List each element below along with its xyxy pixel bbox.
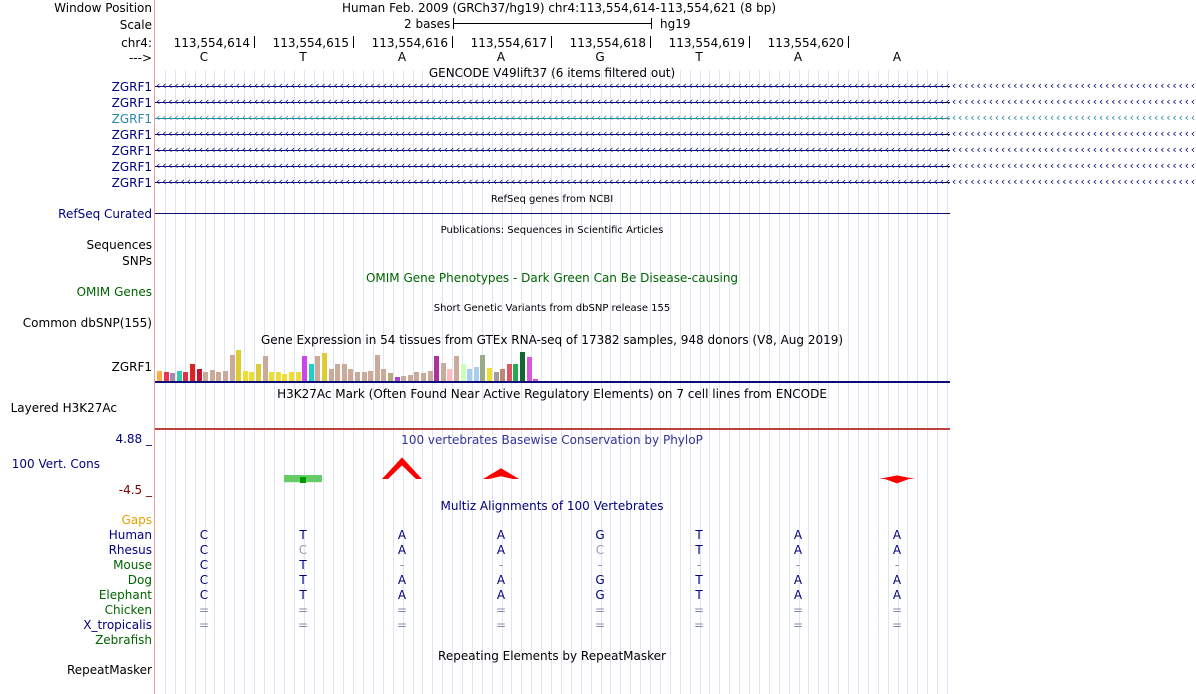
alignment-base: A (397, 573, 407, 587)
alignment-base: = (891, 618, 903, 632)
alignment-base: = (891, 603, 903, 617)
publications-track-title[interactable]: Publications: Sequences in Scientific Articles (440, 225, 664, 236)
coordinate-label: 113,554,614 (173, 36, 250, 50)
gtex-baseline (155, 381, 950, 383)
gene-row-label[interactable]: ZGRF1 (111, 112, 152, 126)
sequences-track-label[interactable]: Sequences (86, 238, 152, 252)
gene-row-label[interactable]: ZGRF1 (111, 128, 152, 142)
gene-row-label[interactable]: ZGRF1 (111, 96, 152, 110)
gtex-tissue-bar[interactable] (434, 356, 439, 382)
alignment-base: T (299, 588, 307, 602)
coordinate-label: 113,554,618 (569, 36, 646, 50)
alignment-base: A (892, 573, 902, 587)
species-label: Mouse (113, 558, 152, 572)
alignment-base: C (199, 588, 209, 602)
gtex-tissue-bar[interactable] (230, 355, 235, 382)
phylop-track-label[interactable]: 100 Vert. Cons (11, 457, 100, 471)
alignment-base: T (299, 528, 307, 542)
alignment-base: A (793, 543, 803, 557)
alignment-base: T (695, 543, 703, 557)
strand-arrows: ‹‹‹‹‹‹‹‹‹‹‹‹‹‹‹‹‹‹‹‹‹‹‹‹‹‹‹‹‹‹‹‹‹‹‹‹‹‹‹‹‹‹‹‹‹‹‹‹‹‹‹‹‹‹‹‹‹‹‹‹‹‹‹‹‹‹‹‹‹‹‹‹‹‹‹‹‹‹‹‹‹‹‹‹‹‹‹‹‹‹‹‹‹‹‹‹‹‹‹‹‹‹‹‹‹‹‹‹‹‹‹‹‹‹‹‹‹‹‹‹‹‹‹‹‹‹‹‹‹‹‹‹‹‹‹‹‹‹‹‹‹‹‹‹‹‹‹‹‹‹‹‹‹‹‹‹‹‹‹‹‹‹‹‹‹‹‹‹‹‹ (155, 175, 1196, 188)
gene-model-zgrf1[interactable] (155, 111, 1196, 124)
gtex-tissue-bar[interactable] (441, 363, 446, 382)
alignment-base: A (496, 528, 506, 542)
alignment-base: C (199, 543, 209, 557)
omim-track-title[interactable]: OMIM Gene Phenotypes - Dark Green Can Be Disease-causing (365, 271, 739, 285)
alignment-base: = (792, 603, 804, 617)
base-letter: G (595, 50, 605, 64)
alignment-base: T (695, 588, 703, 602)
alignment-base: C (595, 543, 605, 557)
alignment-base: A (496, 588, 506, 602)
gtex-tissue-bar[interactable] (335, 364, 340, 382)
alignment-base: A (793, 573, 803, 587)
repeatmasker-track-label[interactable]: RepeatMasker (66, 663, 152, 677)
gene-row-label[interactable]: ZGRF1 (111, 144, 152, 158)
gtex-tissue-bar[interactable] (507, 364, 512, 382)
coordinate-tick (650, 36, 651, 48)
alignment-base: = (792, 618, 804, 632)
coordinate-label: 113,554,617 (470, 36, 547, 50)
repeatmasker-track-title[interactable]: Repeating Elements by RepeatMasker (438, 649, 666, 663)
species-label: Zebrafish (95, 633, 152, 647)
alignment-base: G (595, 588, 605, 602)
dbsnp-track-label[interactable]: Common dbSNP(155) (22, 316, 152, 330)
alignment-base: A (793, 528, 803, 542)
gtex-tissue-bar[interactable] (190, 364, 195, 382)
strand-arrows: ‹‹‹‹‹‹‹‹‹‹‹‹‹‹‹‹‹‹‹‹‹‹‹‹‹‹‹‹‹‹‹‹‹‹‹‹‹‹‹‹‹‹‹‹‹‹‹‹‹‹‹‹‹‹‹‹‹‹‹‹‹‹‹‹‹‹‹‹‹‹‹‹‹‹‹‹‹‹‹‹‹‹‹‹‹‹‹‹‹‹‹‹‹‹‹‹‹‹‹‹‹‹‹‹‹‹‹‹‹‹‹‹‹‹‹‹‹‹‹‹‹‹‹‹‹‹‹‹‹‹‹‹‹‹‹‹‹‹‹‹‹‹‹‹‹‹‹‹‹‹‹‹‹‹‹‹‹‹‹‹‹‹‹‹‹‹‹‹‹‹ (155, 111, 1196, 124)
alignment-base: = (198, 618, 210, 632)
gene-row-label[interactable]: ZGRF1 (111, 160, 152, 174)
scale-bar (453, 23, 651, 24)
scale-bar-tick-left (453, 18, 454, 29)
strand-label: ---> (128, 51, 152, 65)
gtex-tissue-bar[interactable] (487, 368, 492, 382)
scale-bar-tick-right (651, 18, 652, 29)
gtex-track-title[interactable]: Gene Expression in 54 tissues from GTEx RNA-seq of 17382 samples, 948 donors (V8, Aug 2019) (260, 333, 844, 347)
alignment-base: G (595, 573, 605, 587)
alignment-base: A (892, 528, 902, 542)
strand-arrows: ‹‹‹‹‹‹‹‹‹‹‹‹‹‹‹‹‹‹‹‹‹‹‹‹‹‹‹‹‹‹‹‹‹‹‹‹‹‹‹‹‹‹‹‹‹‹‹‹‹‹‹‹‹‹‹‹‹‹‹‹‹‹‹‹‹‹‹‹‹‹‹‹‹‹‹‹‹‹‹‹‹‹‹‹‹‹‹‹‹‹‹‹‹‹‹‹‹‹‹‹‹‹‹‹‹‹‹‹‹‹‹‹‹‹‹‹‹‹‹‹‹‹‹‹‹‹‹‹‹‹‹‹‹‹‹‹‹‹‹‹‹‹‹‹‹‹‹‹‹‹‹‹‹‹‹‹‹‹‹‹‹‹‹‹‹‹‹‹‹‹ (155, 79, 1196, 92)
alignment-base: C (298, 543, 308, 557)
coordinate-tick (353, 36, 354, 48)
gene-model-zgrf1[interactable] (155, 127, 1196, 140)
phylop-conserved-mark[interactable] (382, 457, 422, 479)
alignment-base: A (892, 588, 902, 602)
gtex-tissue-bar[interactable] (474, 367, 479, 382)
refseq-track-title[interactable]: RefSeq genes from NCBI (490, 194, 614, 205)
alignment-base: - (894, 558, 900, 572)
alignment-base: = (396, 603, 408, 617)
coordinate-label: 113,554,616 (371, 36, 448, 50)
strand-arrows: ‹‹‹‹‹‹‹‹‹‹‹‹‹‹‹‹‹‹‹‹‹‹‹‹‹‹‹‹‹‹‹‹‹‹‹‹‹‹‹‹‹‹‹‹‹‹‹‹‹‹‹‹‹‹‹‹‹‹‹‹‹‹‹‹‹‹‹‹‹‹‹‹‹‹‹‹‹‹‹‹‹‹‹‹‹‹‹‹‹‹‹‹‹‹‹‹‹‹‹‹‹‹‹‹‹‹‹‹‹‹‹‹‹‹‹‹‹‹‹‹‹‹‹‹‹‹‹‹‹‹‹‹‹‹‹‹‹‹‹‹‹‹‹‹‹‹‹‹‹‹‹‹‹‹‹‹‹‹‹‹‹‹‹‹‹‹‹‹‹‹ (155, 159, 1196, 172)
gtex-bar-chart[interactable] (155, 348, 950, 382)
alignment-base: - (696, 558, 702, 572)
alignment-base: = (693, 618, 705, 632)
gtex-tissue-bar[interactable] (342, 364, 347, 382)
alignment-base: - (597, 558, 603, 572)
gtex-tissue-bar[interactable] (236, 350, 241, 382)
dbsnp-track-title[interactable]: Short Genetic Variants from dbSNP release 155 (433, 303, 671, 314)
scale-label: Scale (119, 18, 152, 32)
gene-row-label[interactable]: ZGRF1 (111, 176, 152, 190)
phylop-track-title[interactable]: 100 vertebrates Basewise Conservation by PhyloP (401, 433, 703, 447)
refseq-gene-line[interactable] (155, 213, 950, 214)
gene-model-zgrf1[interactable] (155, 159, 1196, 172)
base-letter: A (397, 50, 407, 64)
gtex-tissue-bar[interactable] (454, 356, 459, 382)
alignment-base: T (299, 558, 307, 572)
species-label: Rhesus (108, 543, 152, 557)
gtex-tissue-bar[interactable] (480, 355, 485, 382)
alignment-base: A (496, 573, 506, 587)
h3k27ac-track-title[interactable]: H3K27Ac Mark (Often Found Near Active Regulatory Elements) on 7 cell lines from ENCODE (277, 387, 827, 401)
gene-model-zgrf1[interactable] (155, 95, 1196, 108)
refseq-track-label[interactable]: RefSeq Curated (58, 207, 152, 221)
base-letter: T (299, 50, 307, 64)
species-label: Chicken (104, 603, 152, 617)
base-letter: T (695, 50, 703, 64)
alignment-base: T (695, 573, 703, 587)
alignment-base: A (793, 588, 803, 602)
h3k27ac-baseline (155, 428, 950, 430)
gene-model-zgrf1[interactable] (155, 79, 1196, 92)
alignment-base: T (299, 573, 307, 587)
species-label: Human (108, 528, 152, 542)
gtex-tissue-bar[interactable] (315, 356, 320, 382)
gtex-tissue-bar[interactable] (309, 364, 314, 382)
gtex-tissue-bar[interactable] (461, 364, 466, 382)
phylop-min-label: -4.5 _ (118, 483, 152, 497)
base-letter: A (496, 50, 506, 64)
gtex-tissue-bar[interactable] (375, 355, 380, 382)
alignment-base: = (297, 603, 309, 617)
alignment-base: C (199, 528, 209, 542)
assembly-text: hg19 (660, 17, 691, 31)
alignment-base: T (695, 528, 703, 542)
gtex-tissue-bar[interactable] (263, 356, 268, 382)
alignment-base: - (399, 558, 405, 572)
strand-arrows: ‹‹‹‹‹‹‹‹‹‹‹‹‹‹‹‹‹‹‹‹‹‹‹‹‹‹‹‹‹‹‹‹‹‹‹‹‹‹‹‹‹‹‹‹‹‹‹‹‹‹‹‹‹‹‹‹‹‹‹‹‹‹‹‹‹‹‹‹‹‹‹‹‹‹‹‹‹‹‹‹‹‹‹‹‹‹‹‹‹‹‹‹‹‹‹‹‹‹‹‹‹‹‹‹‹‹‹‹‹‹‹‹‹‹‹‹‹‹‹‹‹‹‹‹‹‹‹‹‹‹‹‹‹‹‹‹‹‹‹‹‹‹‹‹‹‹‹‹‹‹‹‹‹‹‹‹‹‹‹‹‹‹‹‹‹‹‹‹‹‹ (155, 143, 1196, 156)
alignment-base: A (892, 543, 902, 557)
window-position-label: Window Position (54, 1, 152, 15)
coordinate-tick (551, 36, 552, 48)
phylop-plot[interactable] (155, 448, 950, 498)
gene-row-label[interactable]: ZGRF1 (111, 80, 152, 94)
coordinate-tick (254, 36, 255, 48)
species-label: Elephant (98, 588, 152, 602)
strand-arrows: ‹‹‹‹‹‹‹‹‹‹‹‹‹‹‹‹‹‹‹‹‹‹‹‹‹‹‹‹‹‹‹‹‹‹‹‹‹‹‹‹‹‹‹‹‹‹‹‹‹‹‹‹‹‹‹‹‹‹‹‹‹‹‹‹‹‹‹‹‹‹‹‹‹‹‹‹‹‹‹‹‹‹‹‹‹‹‹‹‹‹‹‹‹‹‹‹‹‹‹‹‹‹‹‹‹‹‹‹‹‹‹‹‹‹‹‹‹‹‹‹‹‹‹‹‹‹‹‹‹‹‹‹‹‹‹‹‹‹‹‹‹‹‹‹‹‹‹‹‹‹‹‹‹‹‹‹‹‹‹‹‹‹‹‹‹‹‹‹‹‹ (155, 95, 1196, 108)
species-label: X_tropicalis (83, 618, 152, 632)
h3k27ac-track-label[interactable]: Layered H3K27Ac (10, 401, 117, 415)
alignment-base: = (594, 618, 606, 632)
position-text: Human Feb. 2009 (GRCh37/hg19) chr4:113,554,614-113,554,621 (8 bp) (342, 1, 777, 15)
alignment-base: A (397, 528, 407, 542)
alignment-base: = (396, 618, 408, 632)
gene-model-zgrf1[interactable] (155, 175, 1196, 188)
alignment-base: A (496, 543, 506, 557)
strand-arrows: ‹‹‹‹‹‹‹‹‹‹‹‹‹‹‹‹‹‹‹‹‹‹‹‹‹‹‹‹‹‹‹‹‹‹‹‹‹‹‹‹‹‹‹‹‹‹‹‹‹‹‹‹‹‹‹‹‹‹‹‹‹‹‹‹‹‹‹‹‹‹‹‹‹‹‹‹‹‹‹‹‹‹‹‹‹‹‹‹‹‹‹‹‹‹‹‹‹‹‹‹‹‹‹‹‹‹‹‹‹‹‹‹‹‹‹‹‹‹‹‹‹‹‹‹‹‹‹‹‹‹‹‹‹‹‹‹‹‹‹‹‹‹‹‹‹‹‹‹‹‹‹‹‹‹‹‹‹‹‹‹‹‹‹‹‹‹‹‹‹‹ (155, 127, 1196, 140)
gtex-tissue-bar[interactable] (520, 352, 525, 382)
base-letter: C (199, 50, 209, 64)
alignment-base: = (297, 618, 309, 632)
alignment-base: C (199, 573, 209, 587)
coordinate-tick (749, 36, 750, 48)
species-label: Dog (127, 573, 152, 587)
scale-text: 2 bases (404, 17, 451, 31)
phylop-conserved-mark[interactable] (483, 468, 519, 479)
alignment-base: = (594, 603, 606, 617)
alignment-base: C (199, 558, 209, 572)
gtex-track-label[interactable]: ZGRF1 (111, 360, 152, 374)
phylop-conserved-mark[interactable] (879, 475, 915, 483)
phylop-max-label: 4.88 _ (115, 432, 152, 446)
gaps-label: Gaps (121, 513, 152, 527)
genome-browser-image[interactable] (155, 0, 1196, 694)
gtex-tissue-bar[interactable] (513, 364, 518, 382)
track-labels-panel (0, 0, 155, 694)
gtex-tissue-bar[interactable] (322, 353, 327, 382)
omim-track-label[interactable]: OMIM Genes (76, 285, 152, 299)
alignment-base: = (495, 603, 507, 617)
phylop-accelerated-core (300, 477, 306, 483)
gtex-tissue-bar[interactable] (302, 356, 307, 382)
coordinate-tick (452, 36, 453, 48)
chrom-label: chr4: (121, 36, 152, 50)
coordinate-label: 113,554,620 (767, 36, 844, 50)
alignment-base: = (198, 603, 210, 617)
alignment-base: - (795, 558, 801, 572)
coordinate-label: 113,554,615 (272, 36, 349, 50)
multiz-track-title[interactable]: Multiz Alignments of 100 Vertebrates (440, 499, 664, 513)
alignment-base: = (495, 618, 507, 632)
alignment-base: A (397, 588, 407, 602)
coordinate-tick (848, 36, 849, 48)
gtex-tissue-bar[interactable] (256, 364, 261, 382)
alignment-base: A (397, 543, 407, 557)
gene-model-zgrf1[interactable] (155, 143, 1196, 156)
alignment-base: G (595, 528, 605, 542)
coordinate-label: 113,554,619 (668, 36, 745, 50)
base-letter: A (892, 50, 902, 64)
snps-track-label[interactable]: SNPs (122, 254, 152, 268)
alignment-base: = (693, 603, 705, 617)
gencode-track-title[interactable]: GENCODE V49lift37 (6 items filtered out) (428, 66, 676, 80)
alignment-base: - (498, 558, 504, 572)
gtex-tissue-bar[interactable] (527, 357, 532, 382)
base-letter: A (793, 50, 803, 64)
